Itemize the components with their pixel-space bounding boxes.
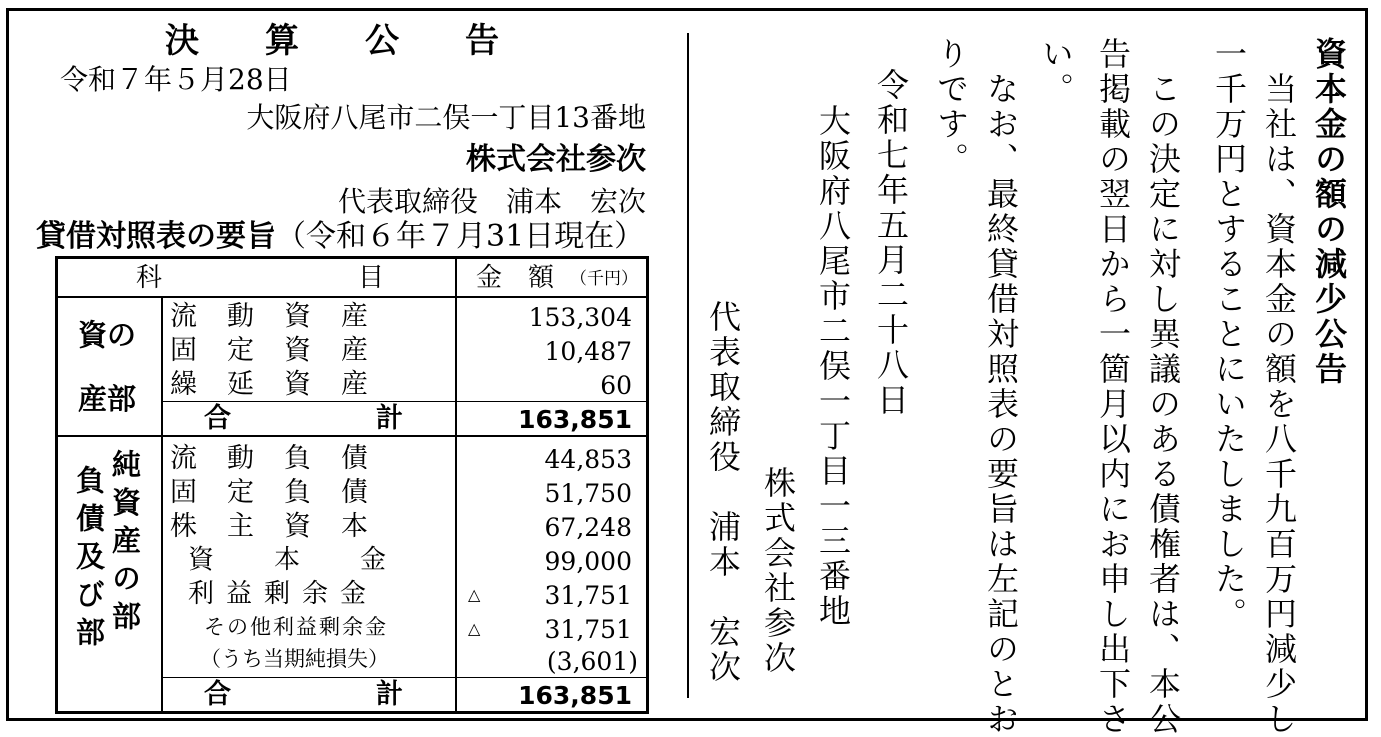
liabilities-section-label: 負債及び部: [72, 465, 106, 655]
section-divider-rule: [58, 435, 646, 437]
net-loss-label: （うち当期純損失）: [200, 647, 389, 671]
header-subject-a: 科: [136, 263, 163, 293]
liability-row-label: 固定負債: [170, 477, 398, 508]
notice-date: 令和七年五月二十八日: [872, 68, 910, 418]
notice-body-line: 当社は、資本金の額を八千九百万円減少し: [1260, 37, 1298, 737]
notice-representative: 代表取締役 浦本 宏次: [704, 300, 742, 685]
section-column-rule: [161, 296, 163, 711]
capital-value: 99,000: [544, 547, 632, 576]
equity-row-value: 67,248: [544, 513, 632, 542]
assets-total-rule: [161, 401, 646, 402]
retained-earnings-negative-mark: △: [468, 585, 481, 604]
notice-address: 大阪府八尾市二俣一丁目一三番地: [814, 104, 852, 629]
equity-row-label: 株主資本: [170, 511, 398, 542]
other-retained-earnings-label: その他利益剰余金: [204, 615, 388, 639]
company-address: 大阪府八尾市二俣一丁目13番地: [246, 101, 646, 134]
notice-title: 資本金の額の減少公告: [1310, 37, 1348, 387]
retained-earnings-label: 利益剰余金: [188, 579, 379, 609]
asset-row-value: 60: [600, 371, 632, 400]
assets-total-value: 163,851: [518, 405, 632, 434]
assets-total-label-a: 合: [204, 403, 231, 434]
liability-row-label: 流動負債: [170, 443, 398, 474]
amount-column-rule: [455, 259, 457, 711]
header-subject-b: 目: [358, 263, 385, 293]
statement-title: 決算公告: [165, 21, 565, 61]
notice-company: 株式会社参次: [759, 466, 797, 676]
asset-row-label: 繰延資産: [170, 369, 398, 400]
liability-row-value: 51,750: [544, 479, 632, 508]
notice-body-line: 一千万円とすることにいたしました。: [1210, 37, 1248, 632]
liability-row-value: 44,853: [544, 445, 632, 474]
net-loss-value: (3,601): [546, 647, 638, 676]
header-amount: 金 額: [476, 263, 555, 293]
center-divider: [687, 33, 689, 698]
asset-row-label: 流動資産: [170, 301, 398, 332]
representative-title: 代表取締役: [337, 185, 478, 218]
retained-earnings-value: 31,751: [544, 581, 632, 610]
notice-body-line: い。: [1037, 37, 1075, 107]
balance-sheet-heading-label: 貸借対照表の要旨: [36, 219, 276, 254]
header-rule: [58, 296, 646, 298]
other-retained-earnings-value: 31,751: [544, 615, 632, 644]
assets-total-label-b: 計: [376, 403, 403, 434]
liabilities-total-value: 163,851: [518, 681, 632, 710]
asset-row-label: 固定資産: [170, 335, 398, 366]
balance-sheet-heading: [36, 219, 645, 254]
company-name: 株式会社参次: [466, 142, 646, 177]
balance-sheet-heading-date: （令和６年７月31日現在）: [276, 219, 645, 254]
liabilities-total-label-b: 計: [376, 679, 403, 710]
liabilities-total-rule: [161, 677, 646, 678]
liabilities-total-label-a: 合: [204, 679, 231, 710]
other-retained-earnings-negative-mark: △: [468, 619, 481, 638]
notice-body-line: なお、最終貸借対照表の要旨は左記のとお: [982, 37, 1020, 737]
representative-name: 浦本 宏次: [505, 185, 646, 218]
notice-body-line: 告掲載の翌日から一箇月以内にお申し出下さ: [1094, 37, 1132, 737]
assets-section-label-bottom: 産部: [78, 382, 137, 416]
balance-sheet-table: [55, 256, 649, 714]
header-unit: （千円）: [570, 269, 638, 289]
net-assets-section-label: 純資産の部: [108, 449, 142, 639]
representative: [337, 185, 646, 218]
notice-body-line: この決定に対し異議のある債権者は、本公: [1144, 37, 1182, 737]
statement-date: 令和７年５月28日: [60, 63, 292, 96]
assets-section-label-top: 資の: [78, 318, 137, 352]
asset-row-value: 10,487: [544, 337, 632, 366]
asset-row-value: 153,304: [528, 303, 632, 332]
notice-body-line: りです。: [932, 37, 970, 177]
capital-label: 資本金: [188, 545, 447, 575]
